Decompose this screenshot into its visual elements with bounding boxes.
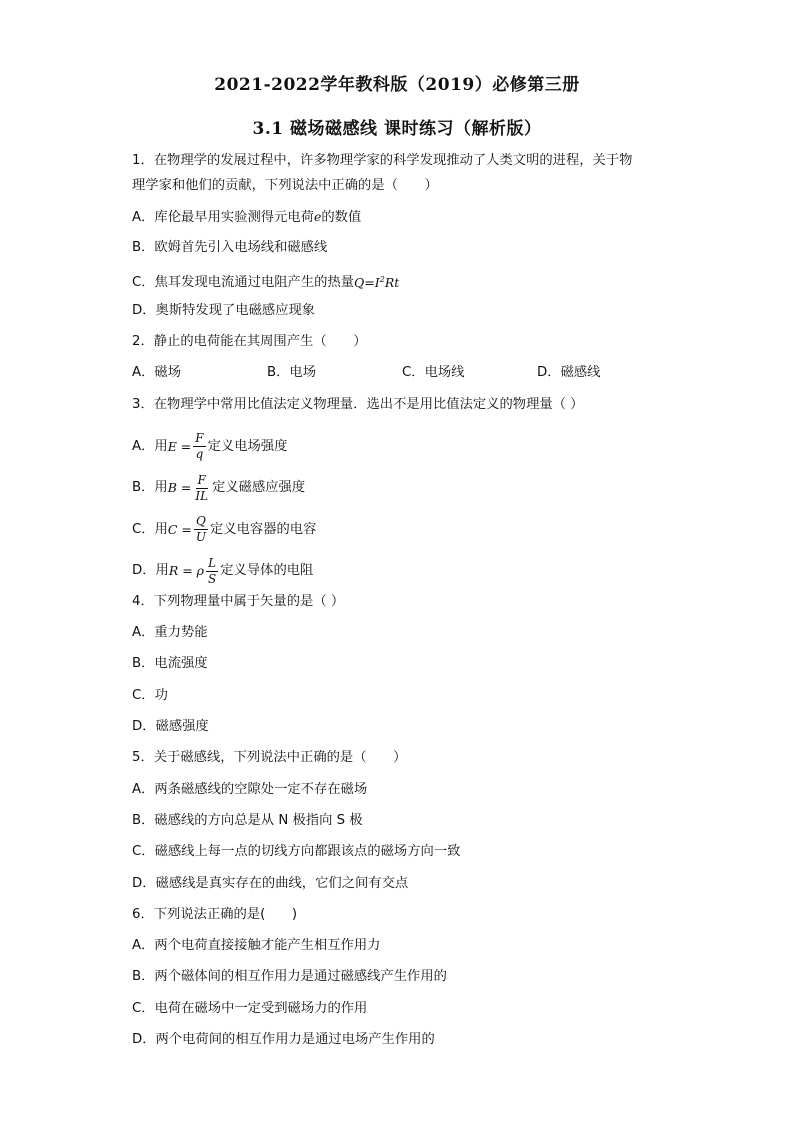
question-3-option-a: A．用 E = $\frac{F}{q}$ 定义电场强度 xyxy=(132,431,288,462)
question-6-option-b: B．两个磁体间的相互作用力是通过磁感线产生作用的 xyxy=(132,969,447,985)
question-5-option-b: B．磁感线的方向总是从 N 极指向 S 极 xyxy=(132,812,363,828)
question-4-option-c: C．功 xyxy=(132,687,168,703)
question-3-option-b: B．用 B = $\frac{F}{IL}$ 定义磁感应强度 xyxy=(132,472,306,503)
question-1-option-d: D．奥斯特发现了电磁感应现象 xyxy=(132,302,316,318)
question-5-option-d: D．磁感线是真实存在的曲线，它们之间有交点 xyxy=(132,875,409,891)
fraction: $\frac{Q}{U}$ xyxy=(195,514,207,545)
question-4-option-b: B．电流强度 xyxy=(132,656,208,672)
question-list xyxy=(132,151,672,1061)
question-2-option-c: C．电场线 xyxy=(402,365,465,381)
question-1-stem-line2: 理学家和他们的贡献，下列说法中正确的是（ ） xyxy=(132,177,438,193)
question-3-option-c: C．用 C = $\frac{Q}{U}$ 定义电容器的电容 xyxy=(132,514,317,545)
question-1-stem-line1: 1．在物理学的发展过程中，许多物理学家的科学发现推动了人类文明的进程，关于物 xyxy=(132,153,633,168)
question-5-option-c: C．磁感线上每一点的切线方向都跟该点的磁场方向一致 xyxy=(132,844,461,860)
question-2-option-d: D．磁感线 xyxy=(537,365,601,381)
document-title: 2021-2022学年教科版（2019）必修第三册 xyxy=(214,75,580,95)
question-3-stem: 3．在物理学中常用比值法定义物理量．选出不是用比值法定义的物理量（ ） xyxy=(132,396,584,412)
question-1-option-b: B．欧姆首先引入电场线和磁感线 xyxy=(132,240,328,256)
question-5-option-a: A．两条磁感线的空隙处一定不存在磁场 xyxy=(132,781,368,797)
question-6-option-c: C．电荷在磁场中一定受到磁场力的作用 xyxy=(132,1000,368,1016)
question-2-stem: 2．静止的电荷能在其周围产生（ ） xyxy=(132,333,367,349)
question-2-option-b: B．电场 xyxy=(267,365,317,381)
question-1-option-a: A．库伦最早用实验测得元电荷e的数值 xyxy=(132,208,362,225)
question-4-stem: 4．下列物理量中属于矢量的是（ ） xyxy=(132,593,345,609)
question-4-option-d: D．磁感强度 xyxy=(132,719,209,735)
question-2-option-a: A．磁场 xyxy=(132,365,181,381)
question-6-option-a: A．两个电荷直接接触才能产生相互作用力 xyxy=(132,938,381,954)
document-subtitle: 3.1 磁场磁感线 课时练习（解析版） xyxy=(252,119,542,139)
fraction: $\frac{F}{q}$ xyxy=(195,431,204,462)
question-3-option-d: D．用 R = ρ $\frac{L}{S}$ 定义导体的电阻 xyxy=(132,555,314,586)
fraction: $\frac{L}{S}$ xyxy=(208,555,217,586)
question-2-options xyxy=(132,363,672,394)
fraction: $\frac{F}{IL}$ xyxy=(195,472,209,503)
question-6-stem: 6．下列说法正确的是( ) xyxy=(132,906,298,922)
question-6-option-d: D．两个电荷间的相互作用力是通过电场产生作用的 xyxy=(132,1032,435,1048)
question-1-option-c: C．焦耳发现电流通过电阻产生的热量$Q=I^2Rt$ xyxy=(132,274,400,291)
question-4-option-a: A．重力势能 xyxy=(132,625,208,641)
question-5-stem: 5．关于磁感线，下列说法中正确的是（ ） xyxy=(132,750,407,766)
